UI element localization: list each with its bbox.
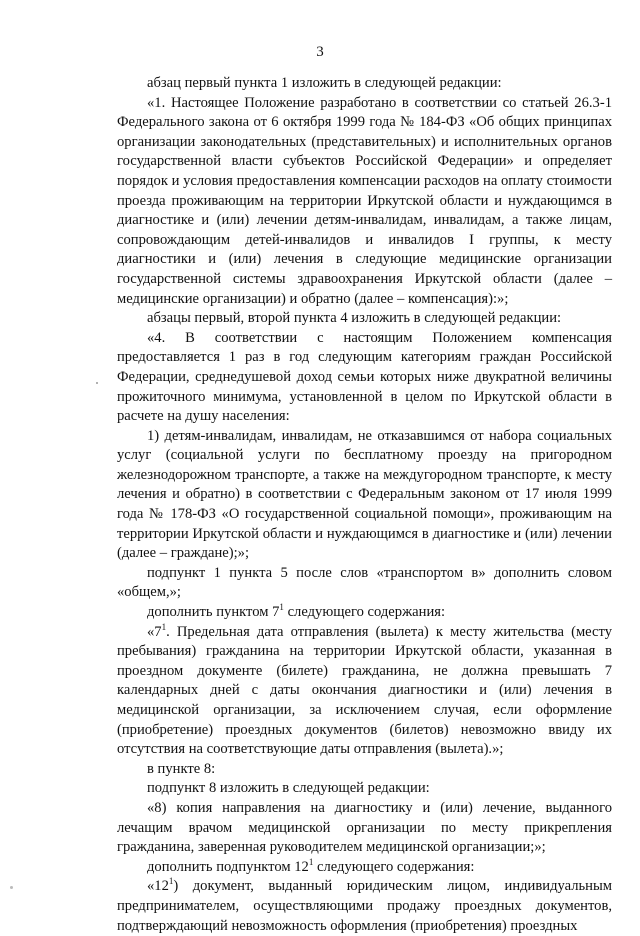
- scan-artifact: [96, 382, 98, 384]
- scan-artifact: [10, 886, 13, 889]
- paragraph: подпункт 1 пункта 5 после слов «транспортом в» дополнить словом «общем,»;: [117, 564, 612, 601]
- paragraph-text: «7: [147, 623, 162, 640]
- paragraph-text: дополнить пунктом 7: [147, 604, 280, 621]
- paragraph: абзац первый пункта 1 изложить в следующей редакции:: [147, 75, 502, 91]
- paragraph: 1) детям-инвалидам, инвалидам, не отказавшимся от набора социальных услуг (социальной услуги по бесплатному проезду на пригородном железнодорожном транспорте, а также на междугородном транспорте, к месту лечения и обратно) в соответствии с Федеральным законом от 17 июля 1999 года № 178-ФЗ «О государственной социальной помощи», проживающим на территории Иркутской области и нуждающимся в диагностике и (или) лечении (далее – граждане);»;: [117, 427, 612, 562]
- superscript: 1: [168, 876, 174, 887]
- paragraph: подпункт 8 изложить в следующей редакции:: [147, 780, 430, 797]
- paragraph-text: дополнить подпунктом 12: [147, 858, 309, 875]
- superscript: 1: [161, 621, 167, 632]
- paragraph: «1. Настоящее Положение разработано в соответствии со статьей 26.3-1 Федерального закона от 6 октября 1999 года № 184-ФЗ «Об общих принципах организации законодательных (представительных) и исполнительных органов государственной власти субъектов Российской Федерации» и определяет порядок и условия предоставления компенсации расходов на оплату стоимости проезда проживающим на территории Иркутской области и нуждающимся в диагностике и (или) лечении детям-инвалидам, инвалидам, а также лицам, сопровождающим детей-инвалидов и инвалидов I группы, к месту диагностики и (или) лечения в следующие медицинские организации государственной системы здравоохранения Иркутской области (далее – медицинские организации) и обратно (далее – компенсация):»;: [117, 94, 612, 307]
- paragraph-text: ) документ, выданный юридическим лицом, индивидуальным предпринимателем, осуществляющими продажу проездных документов, подтверждающий невозможность оформления (приобретения) проездных: [117, 878, 612, 934]
- superscript: 1: [308, 856, 314, 867]
- paragraph: абзацы первый, второй пункта 4 изложить в следующей редакции:: [147, 310, 562, 327]
- paragraph-text: следующего содержания:: [313, 858, 475, 875]
- superscript: 1: [279, 602, 284, 613]
- page-number: 3: [316, 44, 324, 60]
- paragraph-text: . Предельная дата отправления (вылета) к месту жительства (месту пребывания) гражданина на территории Иркутской области, указанная в проездном документе (билете) гражданина, не должна превышать 7 календарных дней с даты окончания диагностики и (или) лечения в медицинской организации, за исключением случая, если оформление (приобретение) проездных документов (билетов) невозможно ввиду их отсутствия на соответствующие даты отправления (вылета).»;: [117, 623, 612, 758]
- paragraph: [117, 603, 612, 623]
- paragraph: [117, 877, 612, 936]
- document-body: [117, 74, 612, 936]
- paragraph: [117, 858, 612, 878]
- paragraph: «8) копия направления на диагностику и (или) лечение, выданного лечащим врачом медицинской организации по месту прикрепления гражданина, заверенная руководителем медицинской организации;»;: [117, 799, 612, 856]
- paragraph-text: «12: [147, 878, 169, 895]
- paragraph: «4. В соответствии с настоящим Положением компенсация предоставляется 1 раз в год следующим категориям граждан Российской Федерации, среднедушевой доход семьи которых ниже двукратной величины прожиточного минимума, установленной в целом по Иркутской области в расчете на душу населения:: [117, 329, 612, 425]
- paragraph: [117, 623, 612, 760]
- paragraph: в пункте 8:: [147, 760, 216, 777]
- paragraph-text: следующего содержания:: [283, 604, 446, 621]
